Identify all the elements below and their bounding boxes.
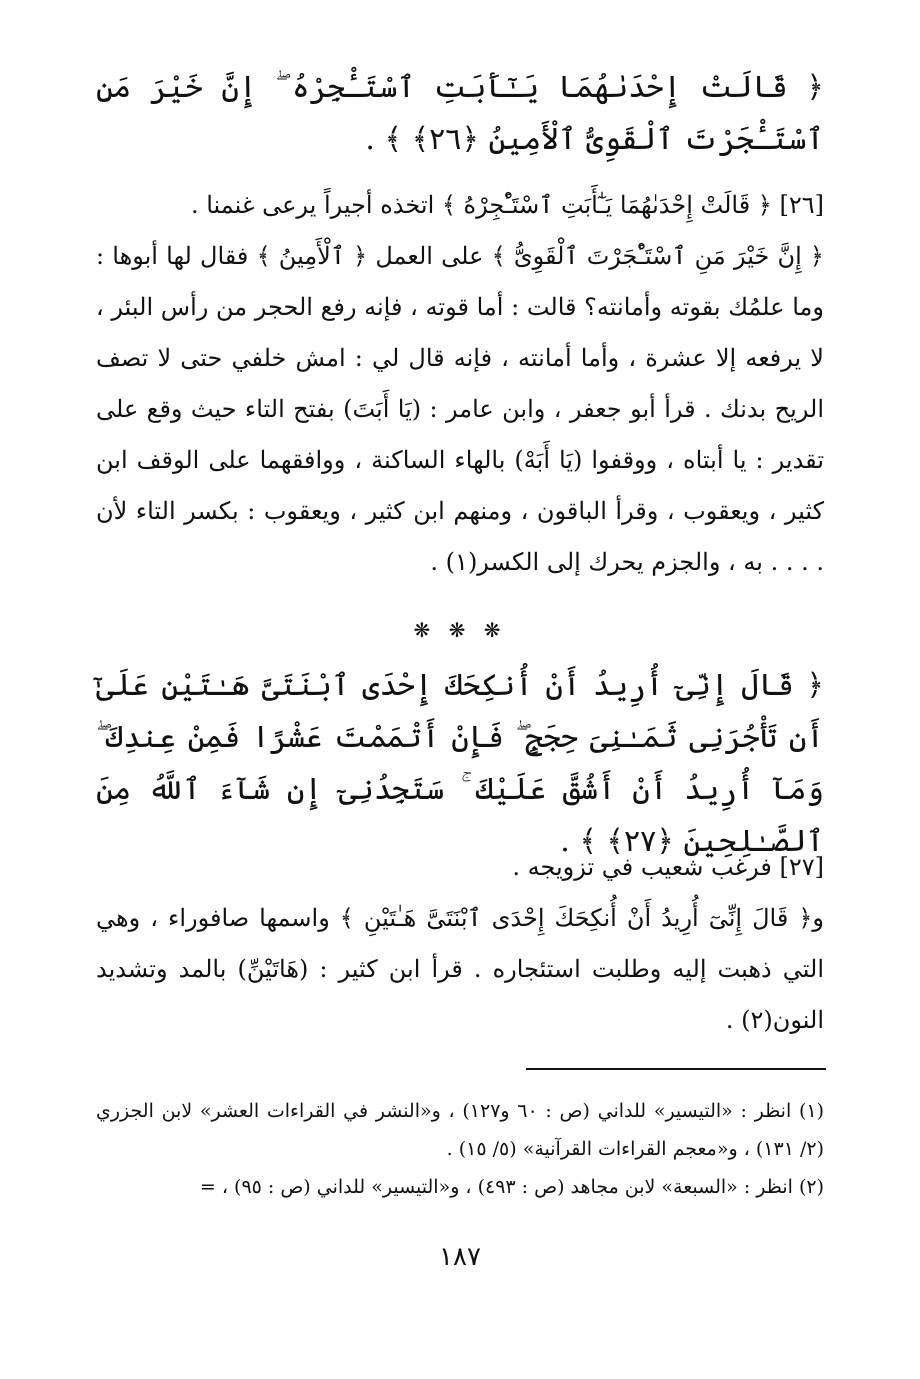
tafsir-27-intro: [٢٧] فرغب شعيب في تزويجه . <box>512 853 824 881</box>
quran-verse-26: ﴿ قَالَتْ إِحْدَىٰهُمَا يَـٰٓأَبَتِ ٱسْتَـْٔجِرْهُ ۖ إِنَّ خَيْرَ مَنِ ٱسْتَـْٔجَرْتَ ٱلْقَوِىُّ ٱلْأَمِينُ ﴿٢٦﴾ ﴾ . <box>96 70 824 157</box>
page-number: ١٨٧ <box>439 1242 481 1272</box>
tafsir-27-body: و﴿ قَالَ إِنِّىٓ أُرِيدُ أَنْ أُنكِحَكَ إِحْدَى ٱبْنَتَىَّ هَـٰتَيْنِ ﴾ واسمها صافوراء ، وهي التي ذهبت إليه وطلبت استئجاره . قرأ ابن كثير : (هَاتَيْنِّ) بالمد وتشديد النون(٢) . <box>96 904 824 1034</box>
footnote-1: (١) انظر : «التيسير» للداني (ص : ٦٠ و١٢٧) ، و«النشر في القراءات العشر» لابن الجزري (٢/ ١٣١) ، و«معجم القراءات القرآنية» (٥/ ١٥) . <box>96 1100 824 1160</box>
footnotes <box>96 1092 824 1206</box>
footnote-divider <box>526 1068 826 1070</box>
section-separator: ❋ ❋ ❋ <box>413 618 507 642</box>
tafsir-26-intro: [٢٦] ﴿ قَالَتْ إِحْدَىٰهُمَا يَـٰٓأَبَتِ ٱسْتَـْٔجِرْهُ ﴾ اتخذه أجيراً يرعى غنمنا . <box>190 191 824 219</box>
quran-verse-27: ﴿ قَالَ إِنِّىٓ أُرِيدُ أَنْ أُنكِحَكَ إِحْدَى ٱبْنَتَىَّ هَـٰتَيْنِ عَلَىٰٓ أَن تَأْجُرَنِى ثَمَـٰنِىَ حِجَجٍ ۖ فَإِنْ أَتْمَمْتَ عَشْرًا فَمِنْ عِندِكَ ۖ وَمَآ أُرِيدُ أَنْ أَشُقَّ عَلَيْكَ ۚ سَتَجِدُنِىٓ إِن شَآءَ ٱللَّهُ مِنَ ٱلصَّـٰلِحِينَ ﴿٢٧﴾ ﴾ . <box>96 668 824 859</box>
tafsir-26 <box>96 180 824 588</box>
tafsir-26-body: ﴿ إِنَّ خَيْرَ مَنِ ٱسْتَـْٔجَرْتَ ٱلْقَوِىُّ ﴾ على العمل ﴿ ٱلْأَمِينُ ﴾ فقال لها أبوها : وما علمُك بقوته وأمانته؟ قالت : أما قوته ، فإنه رفع الحجر من رأس البئر ، لا يرفعه إلا عشرة ، وأما أمانته ، فإنه قال لي : امش خلفي حتى لا تصف الريح بدنك . قرأ أبو جعفر ، وابن عامر : (يَا أَبَتَ) بفتح التاء حيث وقع على تقدير : يا أبتاه ، ووقفوا (يَا أَبَهْ) بالهاء الساكنة ، ووافقهما على الوقف ابن كثير ، ويعقوب ، وقرأ الباقون ، ومنهم ابن كثير ، ويعقوب : بكسر التاء لأن . . . . به ، والجزم يحرك إلى الكسر(١) . <box>96 242 824 576</box>
footnote-2: (٢) انظر : «السبعة» لابن مجاهد (ص : ٤٩٣) ، و«التيسير» للداني (ص : ٩٥) ، = <box>199 1176 824 1198</box>
tafsir-27 <box>96 842 824 1046</box>
